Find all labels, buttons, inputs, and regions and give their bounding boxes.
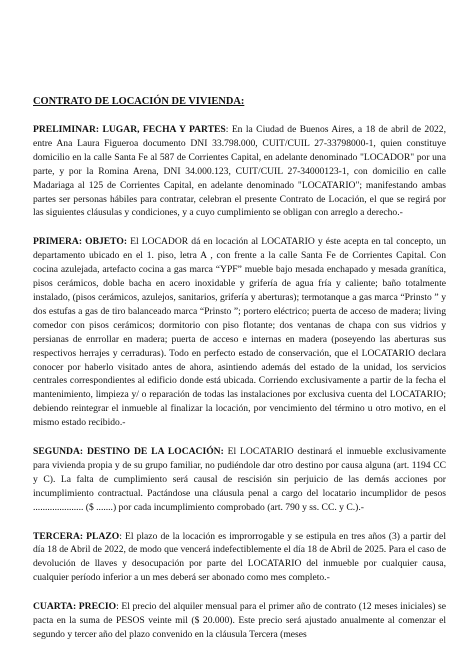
section-primera — [33, 235, 446, 430]
section-body: : En la Ciudad de Buenos Aires, a 18 de abril de 2022, entre Ana Laura Figueroa documento DNI 33.798.000, CUIT/CUIL 27-33798000-1, quien constituye domicilio en la calle Santa Fe al 587 de Corrientes Capital, en adelante denominado "LOCADOR" por una parte, y por la Romina Arena, DNI 34.000.123, CUIT/CUIL 27-34000123-1, con domicilio en calle Madariaga al 125 de Corrientes Capital, en adelante denominado "LOCATARIO"; manifestando ambas partes ser personas hábiles para contratar, celebran el presente Contrato de Locación, el que se regirá por las siguientes cláusulas y condiciones, y a cuyo cumplimiento se obligan con arreglo a derecho.- — [33, 124, 447, 219]
section-cuarta — [33, 600, 446, 642]
section-heading: TERCERA: PLAZO — [33, 530, 120, 542]
section-preliminar — [33, 123, 446, 220]
section-body: El LOCADOR dá en locación al LOCATARIO y éste acepta en tal concepto, un departamento ubicado en el 1. piso, letra A , con frente a la calle Santa Fe de Corrientes Capital. Con cocina azulejada, artefacto cocina a gas marca “YPF” mueble bajo mesada enchapado y mesada granítica, pisos cerámicos, doble bacha en acero inoxidable y grifería de agua fría y caliente; baño totalmente instalado, (pisos cerámicos, azulejos, sanitarios, grifería y aberturas); termotanque a gas marca “Prinsto ” y dos estufas a gas de tiro balanceado marca “Prinsto ”; portero eléctrico; puerta de acceso de madera; living comedor con pisos cerámicos; dormitorio con piso flotante; dos ventanas de chapa con sus vidrios y persianas de enrrollar en madera; puerta de acceso e internas en madera (poseyendo las aberturas sus respectivos herrajes y cerraduras). Todo en perfecto estado de conservación, que el LOCATARIO declara conocer por haberlo visitado antes de ahora, asintiendo además del estado de la unidad, los servicios centrales correspondientes al edificio donde está ubicada. Corriendo exclusivamente a partir de la fecha el mantenimiento, limpieza y/ o reparación de todas las instalaciones por exclusiva cuenta del LOCATARIO; debiendo reintegrar el inmueble al finalizar la locación, por vencimiento del término u otro motivo, en el mismo estado recibido.- — [33, 236, 446, 429]
contract-title: CONTRATO DE LOCACIÓN DE VIVIENDA: — [33, 96, 245, 107]
section-tercera — [33, 530, 446, 586]
section-body: El LOCATARIO destinará el inmueble exclusivamente para vivienda propia y de su grupo familiar, no pudiéndole dar otro destino por causa alguna (art. 1194 CC y C). La falta de cumplimiento será causal de rescisión sin perjuicio de las demás acciones por incumplimiento contractual. Pactándose una cláusula penal a cargo del locatario incumplidor de pesos ..................... ($ .......) por cada incumplimiento comprobado (art. 790 y ss. CC. y C.).- — [33, 446, 446, 513]
section-heading: PRIMERA: OBJETO: — [33, 236, 128, 248]
section-heading: PRELIMINAR: LUGAR, FECHA Y PARTES — [33, 124, 226, 135]
section-segunda — [33, 445, 446, 515]
section-body: : El plazo de la locación es improrrogable y se estipula en tres años (3) a partir del día 18 de Abril de 2022, de modo que vencerá indefectiblemente el día 18 de Abril de 2025. Para el caso de devolución de llaves y desocupación por parte del LOCATARIO del inmueble por cualquier causa, cualquier período inferior a un mes deberá ser abonado como mes completo.- — [33, 530, 446, 584]
section-heading: SEGUNDA: DESTINO DE LA LOCACIÓN: — [33, 446, 224, 458]
section-body: : El precio del alquiler mensual para el primer año de contrato (12 meses iniciales) se pacta en la suma de PESOS veinte mil ($ 20.000). Este precio será ajustado anualmente al comenzar el segundo y tercer año del plazo convenido en la cláusula Tercera (meses — [33, 601, 446, 640]
section-heading: CUARTA: PRECIO — [33, 601, 117, 613]
